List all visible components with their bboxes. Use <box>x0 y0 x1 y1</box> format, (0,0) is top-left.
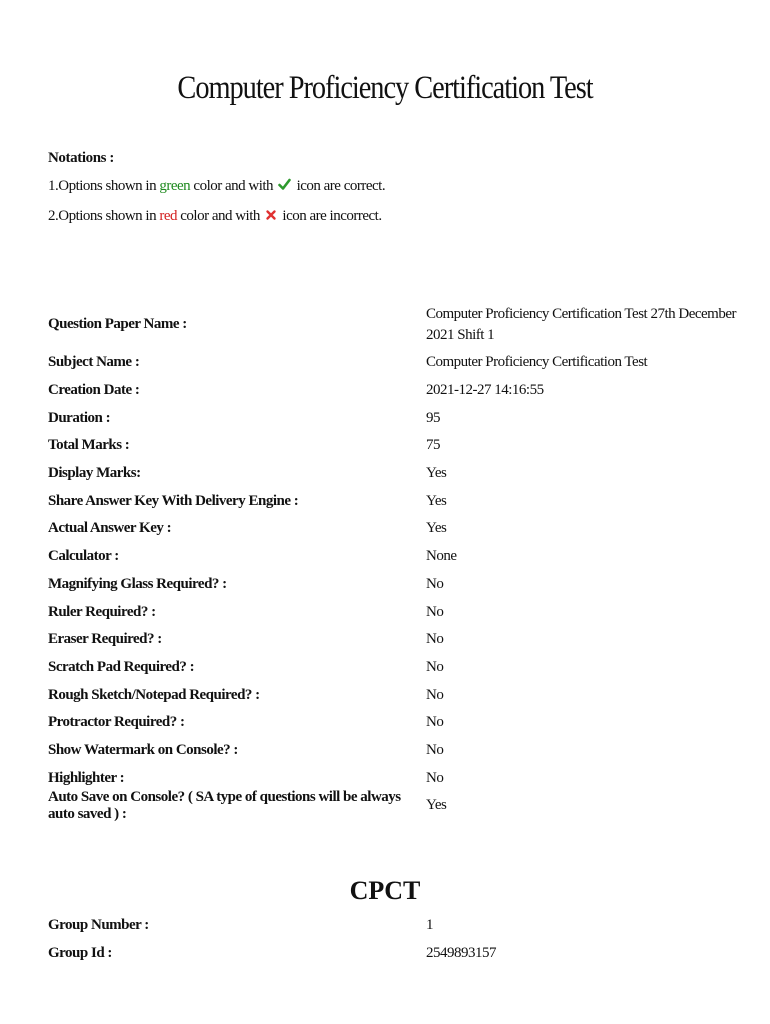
detail-value: 2021-12-27 14:16:55 <box>426 382 544 399</box>
detail-value: None <box>426 548 457 565</box>
detail-row <box>48 460 738 488</box>
detail-value: No <box>426 658 444 675</box>
detail-row <box>48 543 738 571</box>
section-title: CPCT <box>349 876 421 905</box>
detail-value: 1 <box>426 917 433 934</box>
detail-row <box>48 940 738 968</box>
detail-label: Show Watermark on Console? : <box>48 741 238 758</box>
detail-label: Actual Answer Key : <box>48 520 172 537</box>
cross-icon <box>265 209 277 226</box>
detail-label: Auto Save on Console? ( SA type of questions will be always auto saved ) : <box>48 788 401 822</box>
detail-value: No <box>426 603 444 620</box>
detail-label: Creation Date : <box>48 382 140 399</box>
detail-label: Subject Name : <box>48 354 140 371</box>
detail-row <box>48 654 738 682</box>
detail-row <box>48 788 738 822</box>
detail-label: Ruler Required? : <box>48 603 156 620</box>
detail-label: Rough Sketch/Notepad Required? : <box>48 686 260 703</box>
detail-row <box>48 737 738 765</box>
check-icon <box>278 178 291 196</box>
detail-row <box>48 571 738 599</box>
detail-label: Display Marks: <box>48 465 141 482</box>
detail-row <box>48 626 738 654</box>
page-title: Computer Proficiency Certification Test <box>177 70 593 106</box>
detail-value: No <box>426 686 444 703</box>
detail-label: Group Number : <box>48 917 149 934</box>
detail-label: Question Paper Name : <box>48 316 187 332</box>
notation-text: color and with <box>177 208 264 224</box>
detail-row <box>48 764 738 792</box>
detail-row <box>48 681 738 709</box>
detail-value: Computer Proficiency Certification Test 27th December 2021 Shift 1 <box>426 305 736 343</box>
detail-label: Magnifying Glass Required? : <box>48 575 227 592</box>
notation-text: icon are correct. <box>293 178 386 194</box>
notation-correct <box>48 178 385 196</box>
notations-block <box>48 150 385 238</box>
detail-value: Computer Proficiency Certification Test <box>426 354 648 371</box>
detail-value: 95 <box>426 409 440 426</box>
detail-value: No <box>426 714 444 731</box>
detail-row <box>48 709 738 737</box>
red-word: red <box>159 208 177 224</box>
detail-row <box>48 598 738 626</box>
detail-label: Protractor Required? : <box>48 714 185 731</box>
notation-text: 2.Options shown in <box>48 208 160 224</box>
detail-label: Total Marks : <box>48 437 130 454</box>
detail-row <box>48 432 738 460</box>
detail-label: Scratch Pad Required? : <box>48 658 195 675</box>
detail-value: Yes <box>426 797 447 814</box>
detail-row <box>48 377 738 405</box>
detail-value: Yes <box>426 520 447 537</box>
group-details-table <box>48 912 738 967</box>
detail-label: Duration : <box>48 409 111 426</box>
notations-heading: Notations : <box>48 150 115 166</box>
detail-label: Calculator : <box>48 548 119 565</box>
notation-text: icon are incorrect. <box>279 208 382 224</box>
detail-row <box>48 487 738 515</box>
detail-value: Yes <box>426 492 447 509</box>
detail-label: Share Answer Key With Delivery Engine : <box>48 492 299 509</box>
detail-value: No <box>426 631 444 648</box>
detail-row <box>48 912 738 940</box>
detail-value: 75 <box>426 437 440 454</box>
detail-row <box>48 404 738 432</box>
paper-details-table <box>48 300 738 820</box>
notation-text: 1.Options shown in <box>48 178 160 194</box>
detail-row <box>48 300 738 349</box>
detail-label: Group Id : <box>48 945 112 962</box>
notation-text: color and with <box>190 178 277 194</box>
green-word: green <box>159 178 191 194</box>
detail-label: Eraser Required? : <box>48 631 162 648</box>
detail-value: 2549893157 <box>426 945 496 962</box>
detail-value: No <box>426 741 444 758</box>
detail-row <box>48 349 738 377</box>
detail-value: No <box>426 769 444 786</box>
notation-incorrect <box>48 208 385 226</box>
detail-value: No <box>426 575 444 592</box>
detail-row <box>48 515 738 543</box>
detail-value: Yes <box>426 465 447 482</box>
detail-label: Highlighter : <box>48 769 125 786</box>
